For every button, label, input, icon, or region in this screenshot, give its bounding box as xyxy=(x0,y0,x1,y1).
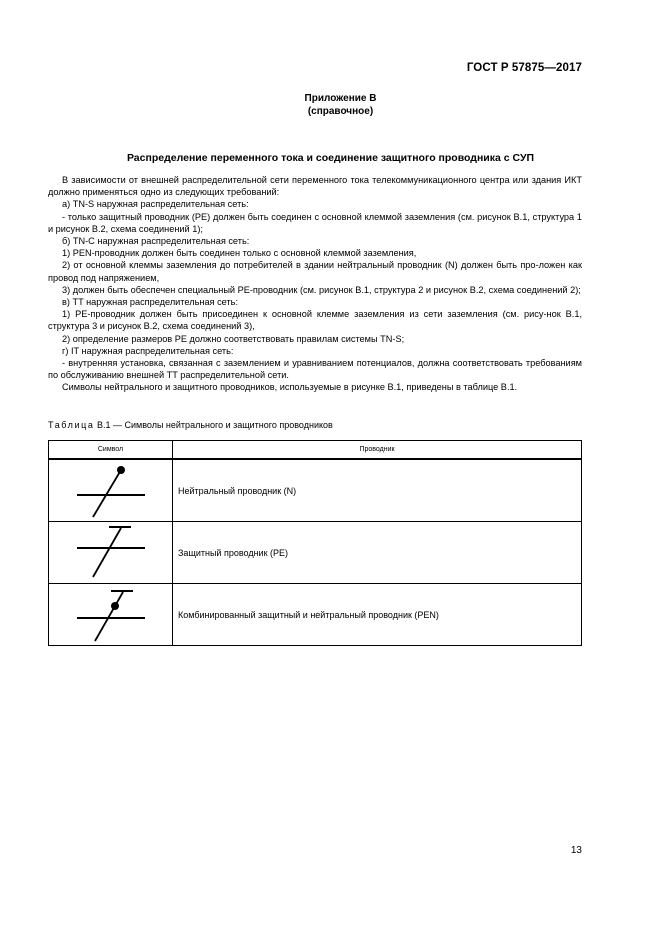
protective-conductor-icon xyxy=(49,522,172,583)
symbols-table xyxy=(48,440,582,646)
conductor-label: Комбинированный защитный и нейтральный проводник (PEN) xyxy=(173,584,582,646)
paragraph: В зависимости от внешней распределительной сети переменного тока телекоммуникационного центра или здания ИКТ должно применяться одно из следующих требований: xyxy=(48,175,582,198)
standard-designation: ГОСТ Р 57875—2017 xyxy=(466,62,582,74)
neutral-conductor-icon xyxy=(49,460,172,521)
symbol-cell xyxy=(49,522,173,584)
page-number: 13 xyxy=(570,845,582,856)
paragraph: - внутренняя установка, связанная с заземлением и уравниванием потенциалов, должна соответствовать требованиям по обслуживанию внешней TT распределительной сети. xyxy=(48,358,582,381)
paragraph: б) TN-C наружная распределительная сеть: xyxy=(62,236,250,247)
symbol-cell xyxy=(49,584,173,646)
pen-conductor-icon xyxy=(49,584,172,645)
body-text xyxy=(48,174,582,394)
annex-label: Приложение В xyxy=(304,93,377,104)
conductor-label: Нейтральный проводник (N) xyxy=(173,459,582,522)
paragraph: 1) PE-проводник должен быть присоединен к основной клемме заземления из сети заземления (см. рису-нок В.1, структура 3 и рисунок В.2, схема соединений 3), xyxy=(48,309,582,332)
annex-heading: Распределение переменного тока и соединение защитного проводника с СУП xyxy=(126,152,535,164)
paragraph: г) IT наружная распределительная сеть: xyxy=(62,345,234,356)
table-row xyxy=(49,584,582,646)
paragraph: в) TT наружная распределительная сеть: xyxy=(62,297,239,308)
paragraph: 2) от основной клеммы заземления до потребителей в здании нейтральный проводник (N) должен быть про-ложен как провод под напряжением, xyxy=(48,260,582,283)
paragraph: 2) определение размеров PE должно соответствовать правилам системы TN-S; xyxy=(62,333,405,344)
table-row xyxy=(49,459,582,522)
conductor-label: Защитный проводник (PE) xyxy=(173,522,582,584)
annex-type: (справочное) xyxy=(307,106,374,117)
paragraph: - только защитный проводник (PE) должен быть соединен с основной клеммой заземления (см. рисунок В.1, структура 1 и рисунок В.2, схема соединений 1); xyxy=(48,211,582,234)
paragraph: Символы нейтрального и защитного проводников, используемые в рисунке В.1, приведены в таблице В.1. xyxy=(62,382,518,393)
paragraph: а) TN-S наружная распределительная сеть: xyxy=(62,199,249,210)
table-caption-prefix: Таблица xyxy=(48,420,95,430)
table-caption-title: В.1 — Символы нейтрального и защитного проводников xyxy=(94,420,333,430)
table-row xyxy=(49,522,582,584)
header-symbol: Символ xyxy=(49,441,173,460)
annex-title xyxy=(0,92,661,118)
symbol-cell xyxy=(49,459,173,522)
table-header-row xyxy=(49,441,582,460)
table-caption xyxy=(48,420,333,430)
paragraph: 3) должен быть обеспечен специальный PE-проводник (см. рисунок В.1, структура 2 и рисунок В.2, схема соединений 2); xyxy=(62,284,581,295)
paragraph: 1) PEN-проводник должен быть соединен только с основной клеммой заземления, xyxy=(62,248,417,259)
header-conductor: Проводник xyxy=(173,441,582,460)
